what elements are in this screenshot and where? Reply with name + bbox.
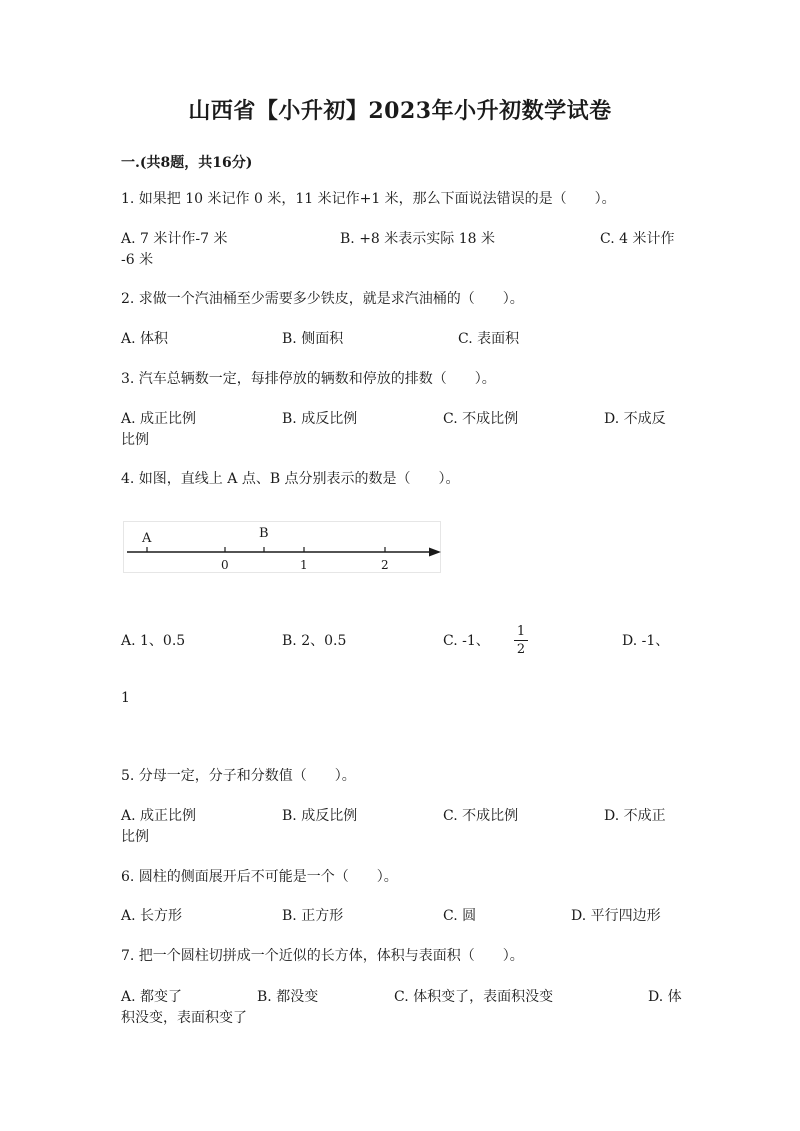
question-3-stem: 3. 汽车总辆数一定，每排停放的辆数和停放的排数（ ）。 bbox=[121, 371, 496, 387]
question-2-stem: 2. 求做一个汽油桶至少需要多少铁皮，就是求汽油桶的（ ）。 bbox=[121, 291, 524, 307]
q3-option-c: C. 不成比例 bbox=[443, 411, 519, 427]
q4-option-c-fraction bbox=[514, 624, 528, 657]
q7-option-d-continued: 积没变，表面积变了 bbox=[121, 1010, 247, 1026]
q1-option-a: A. 7 米计作-7 米 bbox=[121, 231, 228, 247]
q4-option-a: A. 1、0.5 bbox=[121, 633, 186, 649]
q2-option-c: C. 表面积 bbox=[458, 331, 520, 347]
q1-option-c: C. 4 米计作 bbox=[600, 231, 675, 247]
fraction-bar bbox=[514, 640, 528, 641]
q3-option-a: A. 成正比例 bbox=[121, 411, 197, 427]
q6-option-c: C. 圆 bbox=[443, 908, 477, 924]
question-5-stem: 5. 分母一定，分子和分数值（ ）。 bbox=[121, 768, 356, 784]
label-b: B bbox=[259, 526, 269, 541]
figure-frame bbox=[124, 522, 441, 573]
label-a: A bbox=[142, 531, 152, 546]
q6-option-a: A. 长方形 bbox=[121, 908, 183, 924]
q6-option-b: B. 正方形 bbox=[282, 908, 344, 924]
q4-option-c: C. -1、 bbox=[443, 633, 490, 649]
question-6-stem: 6. 圆柱的侧面展开后不可能是一个（ ）。 bbox=[121, 869, 398, 885]
q5-option-a: A. 成正比例 bbox=[121, 808, 197, 824]
q6-option-d: D. 平行四边形 bbox=[571, 908, 661, 924]
q4-option-d-continued: 1 bbox=[121, 690, 130, 706]
q5-option-c: C. 不成比例 bbox=[443, 808, 519, 824]
q3-option-d: D. 不成反 bbox=[604, 411, 666, 427]
tick-label-1: 1 bbox=[300, 558, 308, 572]
question-7-stem: 7. 把一个圆柱切拼成一个近似的长方体，体积与表面积（ ）。 bbox=[121, 948, 524, 964]
number-line-figure bbox=[123, 521, 441, 573]
q7-option-c: C. 体积变了，表面积没变 bbox=[394, 989, 554, 1005]
question-4-stem: 4. 如图，直线上 A 点、B 点分别表示的数是（ ）。 bbox=[121, 471, 460, 487]
tick-label-0: 0 bbox=[221, 558, 229, 572]
exam-title: 山西省【小升初】2023年小升初数学试卷 bbox=[188, 98, 612, 124]
q7-option-d: D. 体 bbox=[648, 989, 682, 1005]
tick-label-2: 2 bbox=[381, 558, 389, 572]
fraction-denominator: 2 bbox=[516, 642, 526, 657]
q7-option-a: A. 都变了 bbox=[121, 989, 183, 1005]
q2-option-b: B. 侧面积 bbox=[282, 331, 344, 347]
q4-option-b: B. 2、0.5 bbox=[282, 633, 347, 649]
q1-option-c-continued: -6 米 bbox=[121, 252, 154, 268]
q5-option-d: D. 不成正 bbox=[604, 808, 666, 824]
q5-option-d-continued: 比例 bbox=[121, 829, 149, 845]
q7-option-b: B. 都没变 bbox=[257, 989, 319, 1005]
section-heading: 一.(共8题，共16分) bbox=[121, 155, 253, 171]
fraction-numerator: 1 bbox=[516, 624, 526, 639]
q3-option-b: B. 成反比例 bbox=[282, 411, 358, 427]
q3-option-d-continued: 比例 bbox=[121, 432, 149, 448]
q5-option-b: B. 成反比例 bbox=[282, 808, 358, 824]
question-1-stem: 1. 如果把 10 米记作 0 米，11 米记作+1 米，那么下面说法错误的是（ ）。 bbox=[121, 191, 616, 207]
q4-option-d: D. -1、 bbox=[622, 633, 670, 649]
q1-option-b: B. +8 米表示实际 18 米 bbox=[340, 231, 495, 247]
q2-option-a: A. 体积 bbox=[121, 331, 169, 347]
